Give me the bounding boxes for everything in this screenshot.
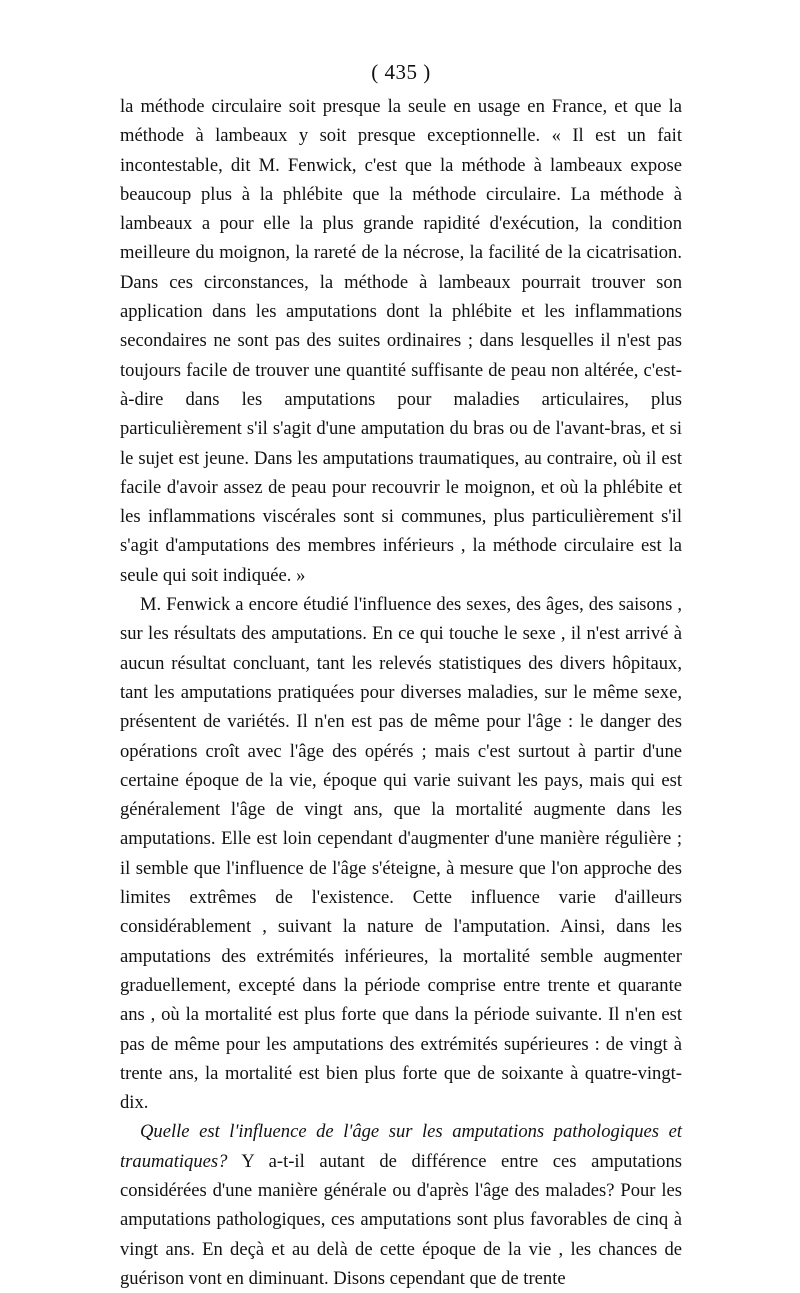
paragraph-fenwick-study: M. Fenwick a encore étudié l'influence des sexes, des âges, des saisons , sur les résultats des amputations. En ce qui touche le sexe , il n'est arrivé à aucun résultat concluant, tant les relevés statistiques des divers hôpitaux, tant les amputations pratiquées pour diverses maladies, sur le même sexe, présentent de variétés. Il n'en est pas de même pour l'âge : le danger des opérations croît avec l'âge des opérés ; mais c'est surtout à partir d'une certaine époque de la vie, époque qui varie suivant les pays, mais qui est généralement l'âge de vingt ans, que la mortalité augmente dans les amputations. Elle est loin cependant d'augmenter d'une manière régulière ; il semble que l'influence de l'âge s'éteigne, à mesure que l'on approche des limites extrêmes de l'existence. Cette influence varie d'ailleurs considérablement , suivant la nature de l'amputation. Ainsi, dans les amputations des extrémités inférieures, la mortalité semble augmenter graduellement, excepté dans la période comprise entre trente et quarante ans , où la mortalité est plus forte que dans la période suivante. Il n'en est pas de même pour les amputations des extrémités supérieures : de vingt à trente ans, la mortalité est bien plus forte que de soixante à quatre-vingt-dix.	[120, 594, 682, 1114]
paragraph-continuation: la méthode circulaire soit presque la seule en usage en France, et que la méthode à lambeaux y soit presque exceptionnelle. « Il est un fait incontestable, dit M. Fenwick, c'est que la méthode à lambeaux expose beaucoup plus à la phlébite que la méthode circulaire. La méthode à lambeaux a pour elle la plus grande rapidité d'exécution, la condition meilleure du moignon, la rareté de la nécrose, la facilité de la cicatrisation. Dans ces circonstances, la méthode à lambeaux pourrait trouver son application dans les amputations dont la phlébite et les inflammations secondaires ne sont pas des suites ordinaires ; dans lesquelles il n'est pas toujours facile de trouver une quantité suffisante de peau non altérée, c'est-à-dire dans les amputations pour maladies articulaires, plus particulièrement s'il s'agit d'une amputation du bras ou de l'avant-bras, et si le sujet est jeune. Dans les amputations traumatiques, au contraire, où il est facile d'avoir assez de peau pour recouvrir le moignon, et où la phlébite et les inflammations viscérales sont si communes, plus particulièrement s'il s'agit d'amputations des membres inférieurs , la méthode circulaire est la seule qui soit indiquée. »	[120, 96, 682, 586]
book-page	[120, 58, 682, 1293]
page-number: ( 435 )	[371, 60, 431, 84]
paragraph-age-question-text: Y a-t-il autant de différence entre ces amputations considérées d'une manière générale ou d'après l'âge des malades? Pour les amputations pathologiques, ces amputations sont plus favorables de cinq à vingt ans. En deçà et au delà de cette époque de la vie , les chances de guérison vont en diminuant. Disons cependant que de trente	[120, 1150, 682, 1289]
paragraph-age-question	[120, 1117, 682, 1293]
italic-question: Quelle est l'influence de l'âge sur les amputations pathologiques et traumatiques?	[120, 1121, 682, 1172]
